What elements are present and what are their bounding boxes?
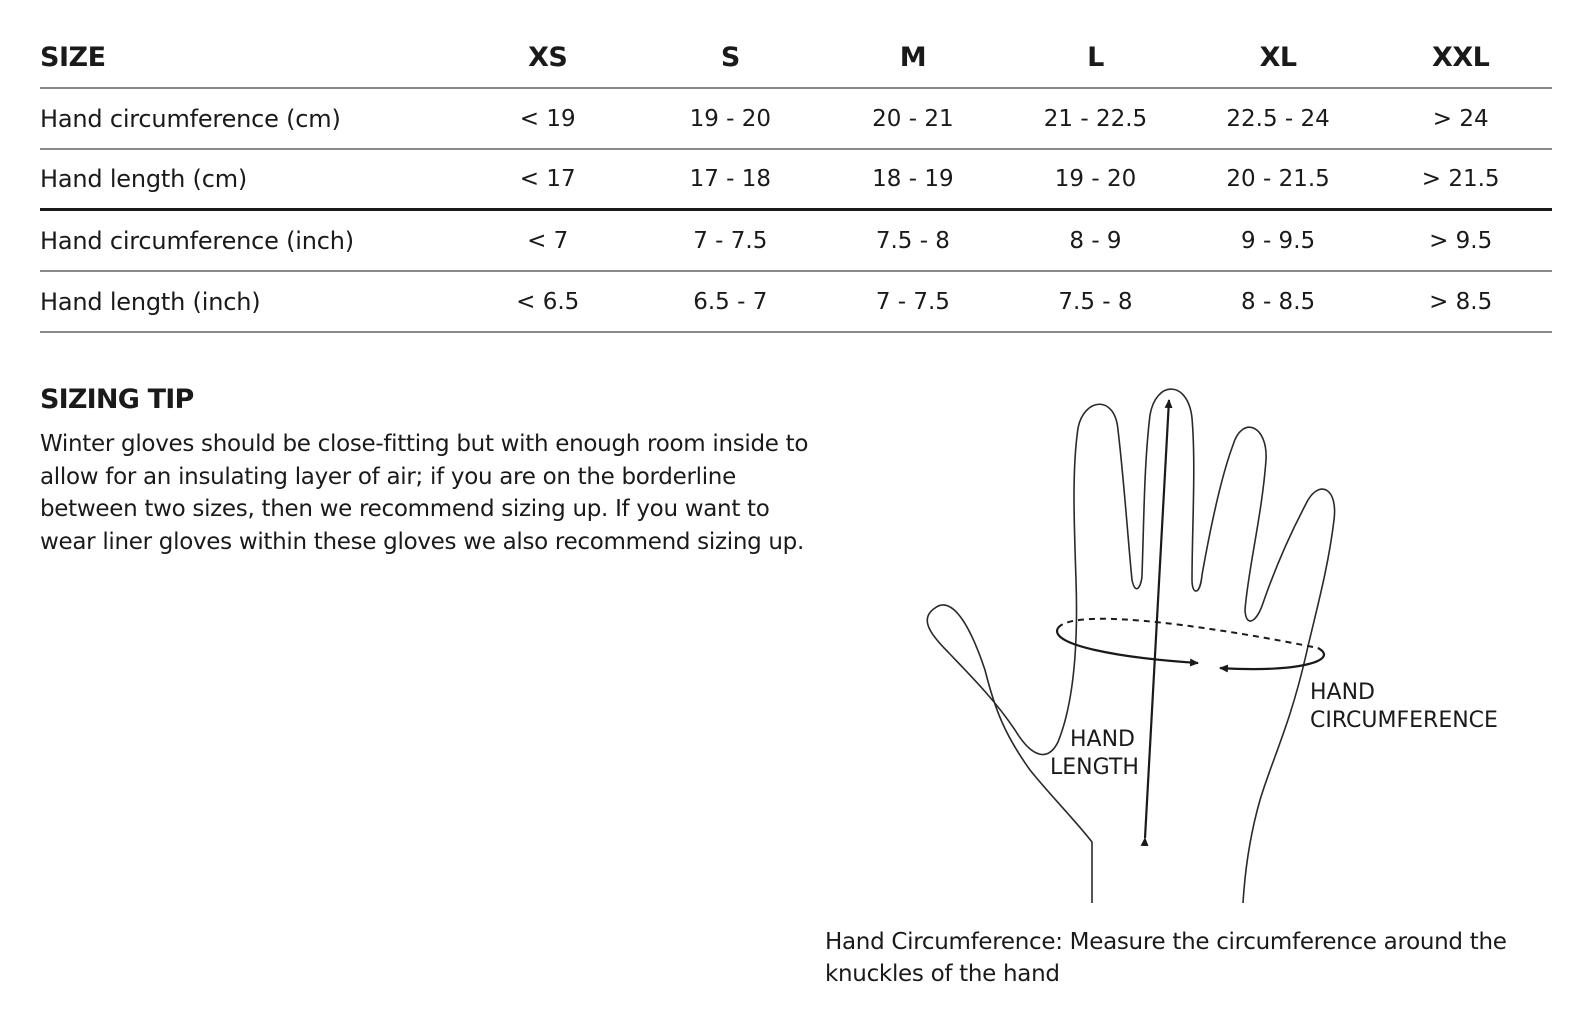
table-cell: > 9.5 — [1429, 227, 1493, 254]
table-cell: > 8.5 — [1429, 288, 1493, 315]
measurement-caption: Hand Circumference: Measure the circumference around the knuckles of the hand — [825, 929, 1507, 987]
table-cell: 7 - 7.5 — [875, 288, 950, 315]
row-label: Hand length (inch) — [40, 287, 261, 316]
hand-circumference-label — [1310, 679, 1498, 735]
row-label: Hand length (cm) — [40, 165, 248, 193]
table-cell: > 21.5 — [1421, 166, 1500, 192]
table-cell: 19 - 20 — [689, 105, 772, 132]
hand-outline — [927, 389, 1334, 903]
size-header-m: M — [899, 42, 927, 73]
sizing-tip-title: SIZING TIP — [40, 384, 194, 415]
table-cell: 6.5 - 7 — [693, 288, 768, 315]
size-header-xs: XS — [528, 42, 568, 73]
table-cell: 8 - 8.5 — [1241, 288, 1316, 315]
table-cell: < 19 — [519, 105, 576, 132]
hand-length-arrow — [1145, 400, 1169, 838]
table-cell: < 7 — [527, 227, 569, 254]
size-header-xxl: XXL — [1432, 42, 1490, 73]
table-cell: 21 - 22.5 — [1043, 105, 1148, 132]
table-row — [40, 272, 1552, 333]
hand-length-label-line1: HAND — [1070, 727, 1135, 752]
table-cell: > 24 — [1432, 105, 1489, 132]
circumference-arrow-left — [1057, 628, 1198, 663]
table-row — [40, 150, 1552, 211]
table-cell: 18 - 19 — [872, 166, 954, 192]
table-row — [40, 89, 1552, 150]
table-cell: 20 - 21.5 — [1226, 166, 1330, 192]
row-label: Hand circumference (cm) — [40, 104, 341, 133]
table-cell: 19 - 20 — [1054, 166, 1137, 192]
hand-length-label — [1050, 726, 1139, 782]
size-header-l: L — [1087, 42, 1104, 73]
hand-circumference-label-line1: HAND — [1310, 680, 1375, 705]
size-chart-table — [40, 28, 1552, 333]
table-row — [40, 211, 1552, 272]
table-cell: 8 - 9 — [1069, 227, 1122, 254]
hand-circumference-label-line2: CIRCUMFERENCE — [1310, 708, 1498, 733]
hand-length-label-line2: LENGTH — [1050, 755, 1139, 780]
size-header-row — [40, 28, 1552, 89]
table-cell: < 17 — [519, 166, 576, 192]
table-cell: 7.5 - 8 — [875, 227, 950, 254]
hand-outline-illustration — [900, 370, 1560, 920]
table-cell: < 6.5 — [516, 288, 580, 315]
row-label: Hand circumference (inch) — [40, 226, 354, 255]
table-cell: 9 - 9.5 — [1241, 227, 1316, 254]
table-cell: 22.5 - 24 — [1226, 105, 1330, 132]
circumference-dashed-line — [1058, 619, 1318, 648]
table-cell: 20 - 21 — [872, 105, 954, 132]
size-header-label: SIZE — [40, 42, 106, 73]
table-cell: 7.5 - 8 — [1058, 288, 1133, 315]
sizing-tip-body: Winter gloves should be close-fitting but with enough room inside to allow for an insulating layer of air; if you are on the borderline between two sizes, then we recommend sizing up. If you want to wear liner gloves within these gloves we also recommend sizing up. — [40, 431, 809, 555]
table-cell: 17 - 18 — [689, 166, 772, 192]
size-header-xl: XL — [1259, 42, 1297, 73]
circumference-arrow-right — [1220, 648, 1324, 669]
table-cell: 7 - 7.5 — [693, 227, 768, 254]
size-header-s: S — [720, 42, 740, 73]
hand-measurement-diagram — [900, 370, 1560, 920]
